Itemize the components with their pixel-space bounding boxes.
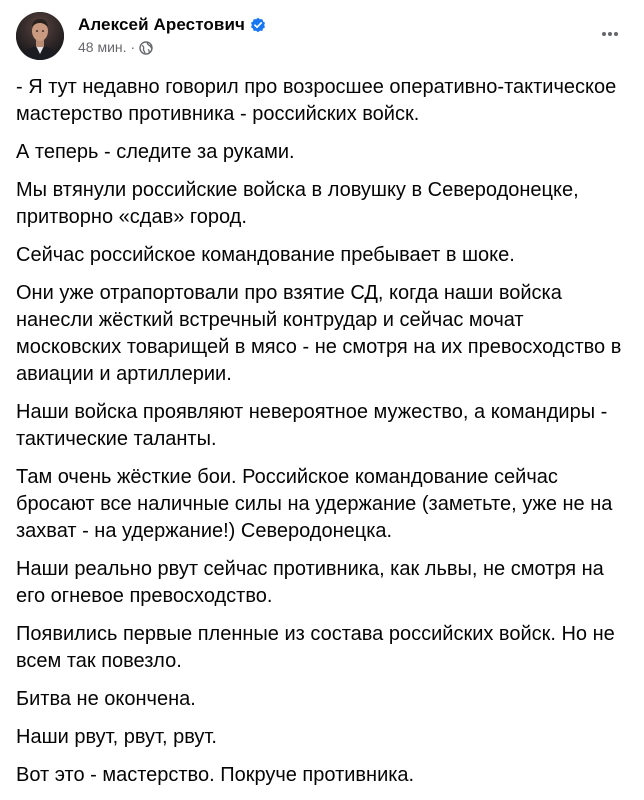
post-paragraph: Появились первые пленные из состава российских войск. Но не всем так повезло. (16, 623, 615, 672)
post-paragraph: Сейчас российское командование пребывает в шоке. (16, 244, 515, 266)
post-meta (78, 37, 266, 57)
post-paragraph: Наши рвут, рвут, рвут. (16, 726, 217, 748)
post-paragraph: Мы втянули российские войска в ловушку в Северодонецке, притворно «сдав» город. (16, 179, 579, 228)
post-paragraph: Они уже отрапортовали про взятие СД, когда наши войска нанесли жёсткий встречный контрудар и сейчас мочат московских товарищей в мясо - не смотря на их превосходство в авиации и артиллерии. (16, 282, 622, 385)
more-options-button[interactable] (594, 18, 626, 50)
author-block (78, 14, 266, 57)
post-paragraph: - Я тут недавно говорил про возросшее оперативно-тактическое мастерство противника - российских войск. (16, 76, 617, 125)
verified-badge-icon (250, 17, 266, 33)
more-options-icon (600, 24, 620, 44)
post-paragraph: А теперь - следите за руками. (16, 141, 295, 163)
post-header (16, 12, 628, 60)
author-line (78, 14, 266, 36)
globe-icon[interactable] (139, 41, 153, 55)
author-name[interactable]: Алексей Арестович (78, 15, 245, 34)
post-time[interactable]: 48 мин. (78, 39, 127, 55)
post-paragraph: Наши реально рвут сейчас противника, как львы, не смотря на его огневое превосходство. (16, 558, 604, 607)
meta-separator: · (130, 39, 136, 55)
post-paragraph: Битва не окончена. (16, 688, 196, 710)
post-paragraph: Вот это - мастерство. Покруче противника. (16, 764, 415, 786)
avatar-photo (16, 12, 64, 60)
post-text (16, 74, 628, 800)
post-paragraph: Наши войска проявляют невероятное мужество, а командиры - тактические таланты. (16, 401, 608, 450)
post-paragraph: Там очень жёсткие бои. Российское командование сейчас бросают все наличные силы на удержание (заметьте, уже не на захват - на удержание!) Северодонецка. (16, 466, 613, 542)
avatar[interactable] (16, 12, 64, 60)
